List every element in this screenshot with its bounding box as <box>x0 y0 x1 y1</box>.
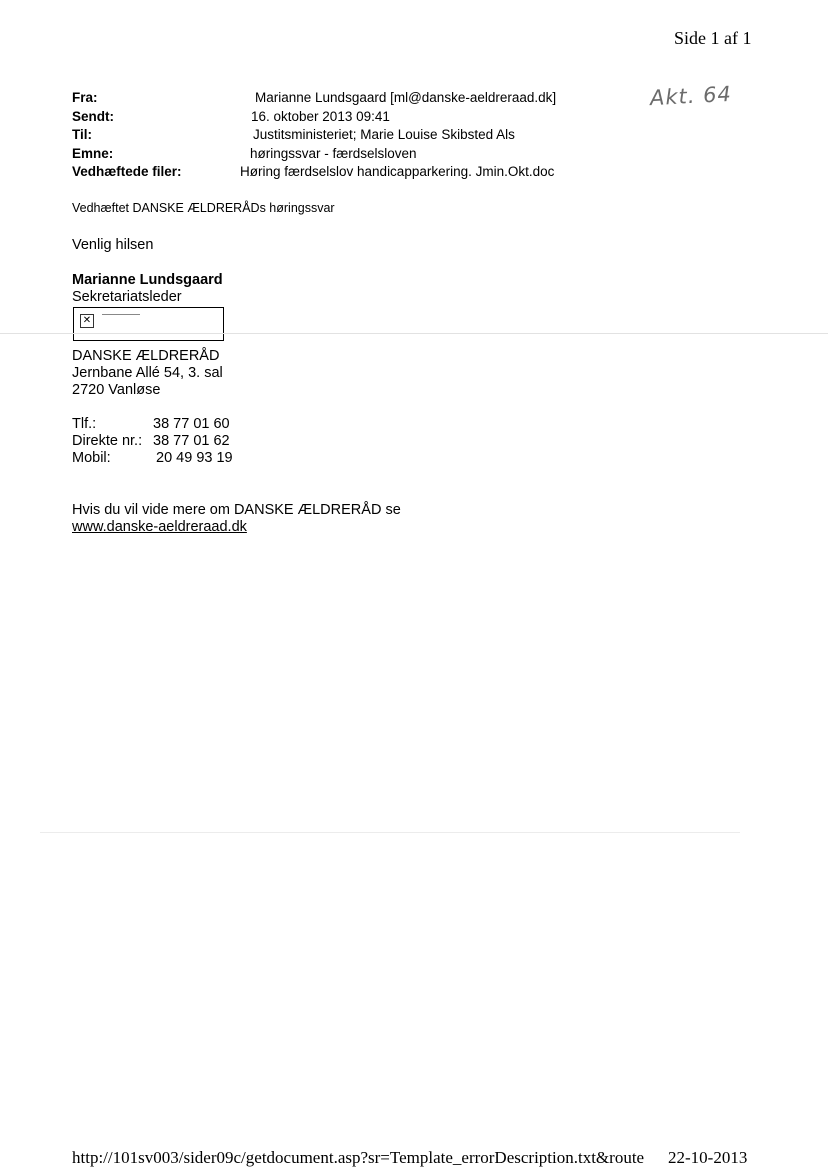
address-line-1: Jernbane Allé 54, 3. sal <box>72 365 223 381</box>
greeting: Venlig hilsen <box>72 237 154 253</box>
footer-date: 22-10-2013 <box>668 1148 748 1167</box>
phone-row-mobile <box>72 450 332 467</box>
website-link[interactable]: www.danske-aeldreraad.dk <box>72 519 247 535</box>
phone-value: 20 49 93 19 <box>156 450 233 466</box>
phone-label: Tlf.: <box>72 416 97 432</box>
phone-value: 38 77 01 62 <box>153 433 230 449</box>
header-label: Fra: <box>72 90 98 105</box>
handwritten-note: Akt. 64 <box>649 81 733 111</box>
scan-fold-line <box>0 333 828 334</box>
header-label: Emne: <box>72 145 114 161</box>
signature-org: DANSKE ÆLDRERÅD <box>72 348 220 364</box>
header-value-attachments: Høring færdselslov handicapparkering. Jmin.Okt.doc <box>240 164 555 179</box>
signature-title: Sekretariatsleder <box>72 289 182 305</box>
address-line-2: 2720 Vanløse <box>72 382 161 398</box>
phone-label: Direkte nr.: <box>72 433 143 449</box>
footer-url: http://101sv003/sider09c/getdocument.asp?sr=Template_errorDescription.txt&route <box>72 1148 645 1167</box>
phone-row-tlf <box>72 416 332 433</box>
phone-value: 38 77 01 60 <box>153 416 230 432</box>
header-value-sent: 16. oktober 2013 09:41 <box>251 108 390 124</box>
scan-fold-line-lower <box>40 832 740 833</box>
phone-list <box>72 416 332 467</box>
broken-image-icon: ✕ <box>80 314 94 328</box>
broken-logo-image <box>73 307 224 341</box>
more-info-text: Hvis du vil vide mere om DANSKE ÆLDRERÅD se <box>72 502 401 518</box>
phone-label: Mobil: <box>72 450 111 466</box>
header-value-subject: høringssvar - færdselsloven <box>250 145 417 161</box>
header-value-to: Justitsministeriet; Marie Louise Skibsted Als <box>253 127 515 142</box>
page-header: Side 1 af 1 <box>674 28 752 48</box>
header-value-from: Marianne Lundsgaard [ml@danske-aeldreraad.dk] <box>255 90 557 105</box>
attachment-note: Vedhæftet DANSKE ÆLDRERÅDs høringssvar <box>72 201 335 215</box>
header-label: Til: <box>72 127 92 142</box>
phone-row-direct <box>72 433 332 450</box>
header-label: Vedhæftede filer: <box>72 164 182 179</box>
signature-name: Marianne Lundsgaard <box>72 272 223 288</box>
image-placeholder-line <box>102 314 140 315</box>
header-label: Sendt: <box>72 108 114 124</box>
